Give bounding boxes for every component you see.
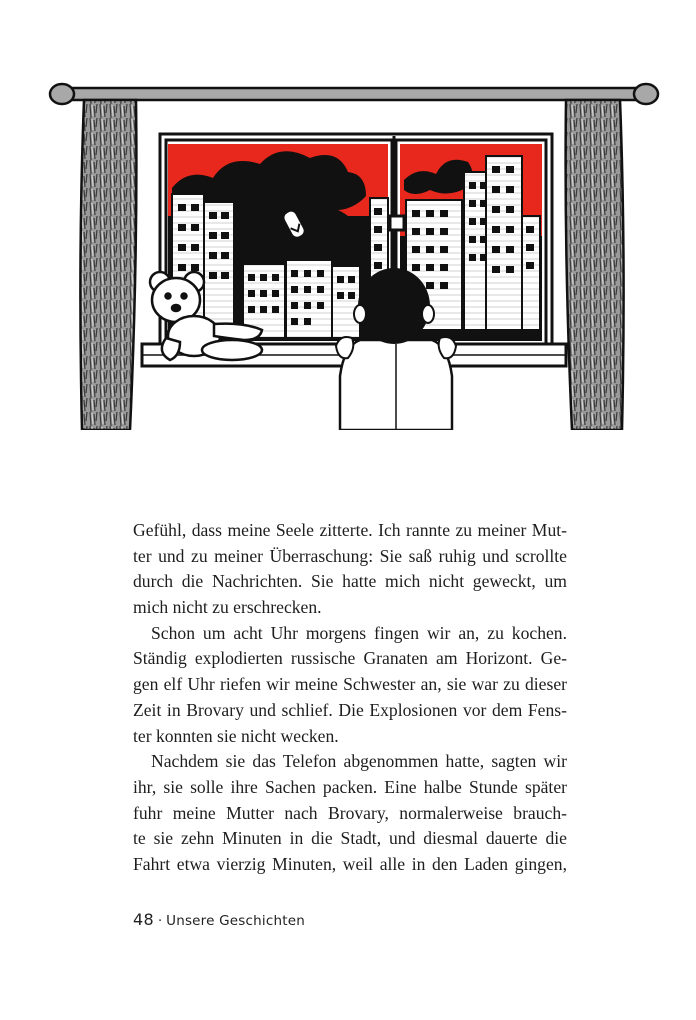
body-text	[133, 518, 567, 878]
page-footer	[133, 910, 305, 929]
text-line: Zeit in Brovary und schlief. Die Explosionen vor dem Fens-	[133, 699, 567, 720]
text-line: ter konnten sie nicht wecken.	[133, 725, 339, 746]
text-line: Schon um acht Uhr morgens fingen wir an, zu kochen.	[151, 622, 567, 643]
book-title: Unsere Geschichten	[166, 913, 305, 929]
text-line: Ständig explodierten russische Granaten am Horizont. Ge-	[133, 648, 567, 669]
curtain-right	[566, 100, 624, 430]
paragraph-2	[133, 621, 567, 749]
text-line: ter und zu meiner Überraschung: Sie saß ruhig und scrollte	[133, 545, 567, 566]
paragraph-1	[133, 518, 567, 621]
text-line: te sie zehn Minuten in die Stadt, und diesmal dauerte die	[133, 828, 567, 849]
text-line: durch die Nachrichten. Sie hatte mich nicht geweckt, um	[133, 571, 567, 592]
text-line: Fahrt etwa vierzig Minuten, weil alle in den Laden gingen,	[133, 853, 567, 874]
text-line: Nachdem sie das Telefon abgenommen hatte, sagten wir	[151, 751, 567, 772]
text-line: ihr, sie solle ihre Sachen packen. Eine halbe Stunde später	[133, 776, 567, 797]
footer-separator: ·	[157, 914, 163, 929]
text-line: gen elf Uhr riefen wir meine Schwester an, sie war zu dieser	[133, 674, 567, 695]
text-line: mich nicht zu erschrecken.	[133, 597, 322, 618]
page-number: 48	[133, 910, 154, 929]
text-line: Gefühl, dass meine Seele zitterte. Ich rannte zu meiner Mut-	[133, 520, 567, 540]
illustration	[48, 76, 660, 430]
text-line: fuhr meine Mutter nach Brovary, normalerweise brauch-	[133, 802, 567, 823]
curtain-left	[80, 100, 136, 430]
paragraph-3	[133, 749, 567, 877]
